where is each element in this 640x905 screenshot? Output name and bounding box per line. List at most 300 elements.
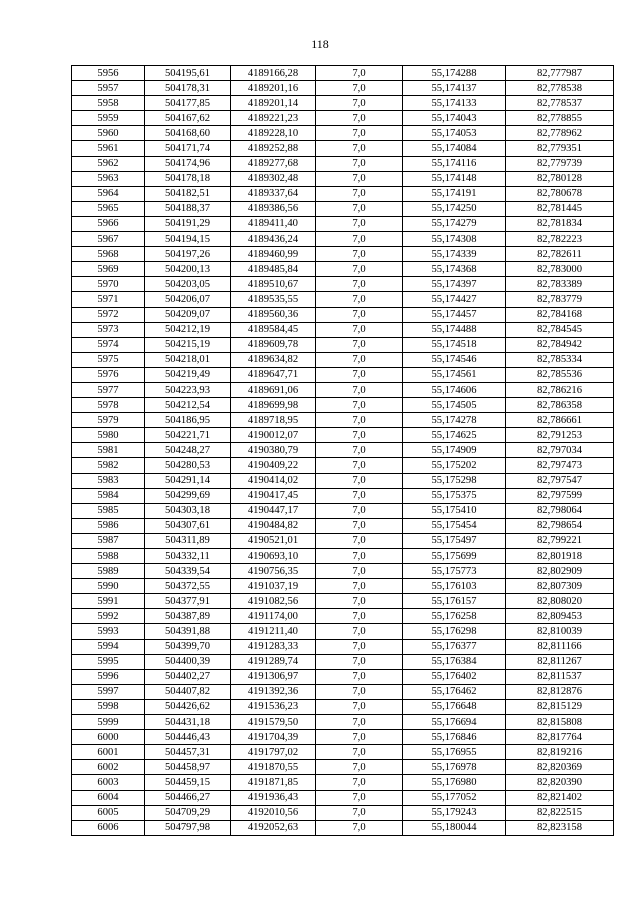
latitude-cell: 55,175773 — [403, 564, 506, 579]
longitude-cell: 82,782611 — [506, 247, 614, 262]
latitude-cell: 55,174339 — [403, 247, 506, 262]
value-cell: 7,0 — [316, 518, 403, 533]
table-row — [72, 564, 614, 579]
table-row — [72, 337, 614, 352]
longitude-cell: 82,783389 — [506, 277, 614, 292]
table-row — [72, 639, 614, 654]
y-coordinate-cell: 4189560,36 — [231, 307, 316, 322]
value-cell: 7,0 — [316, 624, 403, 639]
table-row — [72, 307, 614, 322]
latitude-cell: 55,175298 — [403, 473, 506, 488]
point-number-cell: 5983 — [72, 473, 145, 488]
point-number-cell: 5987 — [72, 533, 145, 548]
x-coordinate-cell: 504212,54 — [145, 398, 231, 413]
point-number-cell: 5998 — [72, 699, 145, 714]
y-coordinate-cell: 4189201,14 — [231, 96, 316, 111]
latitude-cell: 55,175454 — [403, 518, 506, 533]
x-coordinate-cell: 504402,27 — [145, 669, 231, 684]
value-cell: 7,0 — [316, 730, 403, 745]
point-number-cell: 5977 — [72, 382, 145, 397]
latitude-cell: 55,174546 — [403, 352, 506, 367]
y-coordinate-cell: 4189277,68 — [231, 156, 316, 171]
longitude-cell: 82,780128 — [506, 171, 614, 186]
point-number-cell: 5967 — [72, 232, 145, 247]
table-row — [72, 413, 614, 428]
longitude-cell: 82,797547 — [506, 473, 614, 488]
longitude-cell: 82,808020 — [506, 594, 614, 609]
point-number-cell: 5963 — [72, 171, 145, 186]
point-number-cell: 6002 — [72, 760, 145, 775]
longitude-cell: 82,783779 — [506, 292, 614, 307]
x-coordinate-cell: 504171,74 — [145, 141, 231, 156]
point-number-cell: 5964 — [72, 186, 145, 201]
longitude-cell: 82,819216 — [506, 745, 614, 760]
x-coordinate-cell: 504391,88 — [145, 624, 231, 639]
point-number-cell: 5959 — [72, 111, 145, 126]
value-cell: 7,0 — [316, 533, 403, 548]
point-number-cell: 5984 — [72, 488, 145, 503]
point-number-cell: 5990 — [72, 579, 145, 594]
table-row — [72, 277, 614, 292]
x-coordinate-cell: 504400,39 — [145, 654, 231, 669]
longitude-cell: 82,820369 — [506, 760, 614, 775]
longitude-cell: 82,777987 — [506, 66, 614, 81]
x-coordinate-cell: 504200,13 — [145, 262, 231, 277]
y-coordinate-cell: 4189718,95 — [231, 413, 316, 428]
value-cell: 7,0 — [316, 126, 403, 141]
y-coordinate-cell: 4191211,40 — [231, 624, 316, 639]
value-cell: 7,0 — [316, 382, 403, 397]
longitude-cell: 82,821402 — [506, 790, 614, 805]
table-row — [72, 81, 614, 96]
x-coordinate-cell: 504332,11 — [145, 549, 231, 564]
value-cell: 7,0 — [316, 277, 403, 292]
point-number-cell: 5996 — [72, 669, 145, 684]
value-cell: 7,0 — [316, 352, 403, 367]
y-coordinate-cell: 4189647,71 — [231, 367, 316, 382]
point-number-cell: 5981 — [72, 443, 145, 458]
table-row — [72, 156, 614, 171]
y-coordinate-cell: 4191871,85 — [231, 775, 316, 790]
point-number-cell: 5982 — [72, 458, 145, 473]
value-cell: 7,0 — [316, 141, 403, 156]
x-coordinate-cell: 504197,26 — [145, 247, 231, 262]
latitude-cell: 55,176462 — [403, 684, 506, 699]
longitude-cell: 82,797599 — [506, 488, 614, 503]
x-coordinate-cell: 504339,54 — [145, 564, 231, 579]
y-coordinate-cell: 4189166,28 — [231, 66, 316, 81]
table-row — [72, 654, 614, 669]
x-coordinate-cell: 504466,27 — [145, 790, 231, 805]
y-coordinate-cell: 4189485,84 — [231, 262, 316, 277]
table-row — [72, 805, 614, 820]
table-row — [72, 216, 614, 231]
y-coordinate-cell: 4189337,64 — [231, 186, 316, 201]
latitude-cell: 55,174625 — [403, 428, 506, 443]
y-coordinate-cell: 4189535,55 — [231, 292, 316, 307]
y-coordinate-cell: 4189691,06 — [231, 382, 316, 397]
table-row — [72, 292, 614, 307]
y-coordinate-cell: 4189252,88 — [231, 141, 316, 156]
x-coordinate-cell: 504221,71 — [145, 428, 231, 443]
longitude-cell: 82,791253 — [506, 428, 614, 443]
latitude-cell: 55,176694 — [403, 715, 506, 730]
value-cell: 7,0 — [316, 820, 403, 835]
value-cell: 7,0 — [316, 337, 403, 352]
point-number-cell: 6004 — [72, 790, 145, 805]
longitude-cell: 82,781445 — [506, 201, 614, 216]
table-row — [72, 458, 614, 473]
table-row — [72, 247, 614, 262]
value-cell: 7,0 — [316, 684, 403, 699]
x-coordinate-cell: 504209,07 — [145, 307, 231, 322]
latitude-cell: 55,176377 — [403, 639, 506, 654]
y-coordinate-cell: 4191704,39 — [231, 730, 316, 745]
longitude-cell: 82,785536 — [506, 367, 614, 382]
value-cell: 7,0 — [316, 745, 403, 760]
latitude-cell: 55,174909 — [403, 443, 506, 458]
y-coordinate-cell: 4189411,40 — [231, 216, 316, 231]
point-number-cell: 6001 — [72, 745, 145, 760]
y-coordinate-cell: 4192010,56 — [231, 805, 316, 820]
point-number-cell: 6006 — [72, 820, 145, 835]
x-coordinate-cell: 504215,19 — [145, 337, 231, 352]
x-coordinate-cell: 504218,01 — [145, 352, 231, 367]
point-number-cell: 5978 — [72, 398, 145, 413]
value-cell: 7,0 — [316, 760, 403, 775]
point-number-cell: 6000 — [72, 730, 145, 745]
table-row — [72, 684, 614, 699]
value-cell: 7,0 — [316, 775, 403, 790]
x-coordinate-cell: 504387,89 — [145, 609, 231, 624]
value-cell: 7,0 — [316, 307, 403, 322]
longitude-cell: 82,798064 — [506, 503, 614, 518]
y-coordinate-cell: 4191536,23 — [231, 699, 316, 714]
table-row — [72, 367, 614, 382]
x-coordinate-cell: 504426,62 — [145, 699, 231, 714]
x-coordinate-cell: 504303,18 — [145, 503, 231, 518]
value-cell: 7,0 — [316, 156, 403, 171]
latitude-cell: 55,174133 — [403, 96, 506, 111]
value-cell: 7,0 — [316, 81, 403, 96]
value-cell: 7,0 — [316, 715, 403, 730]
longitude-cell: 82,779739 — [506, 156, 614, 171]
point-number-cell: 5999 — [72, 715, 145, 730]
point-number-cell: 5994 — [72, 639, 145, 654]
longitude-cell: 82,785334 — [506, 352, 614, 367]
value-cell: 7,0 — [316, 790, 403, 805]
point-number-cell: 5997 — [72, 684, 145, 699]
longitude-cell: 82,786661 — [506, 413, 614, 428]
y-coordinate-cell: 4189201,16 — [231, 81, 316, 96]
point-number-cell: 5988 — [72, 549, 145, 564]
longitude-cell: 82,784168 — [506, 307, 614, 322]
x-coordinate-cell: 504372,55 — [145, 579, 231, 594]
point-number-cell: 5992 — [72, 609, 145, 624]
longitude-cell: 82,799221 — [506, 533, 614, 548]
value-cell: 7,0 — [316, 699, 403, 714]
point-number-cell: 5960 — [72, 126, 145, 141]
y-coordinate-cell: 4190447,17 — [231, 503, 316, 518]
x-coordinate-cell: 504174,96 — [145, 156, 231, 171]
value-cell: 7,0 — [316, 171, 403, 186]
latitude-cell: 55,174427 — [403, 292, 506, 307]
y-coordinate-cell: 4191306,97 — [231, 669, 316, 684]
point-number-cell: 5986 — [72, 518, 145, 533]
latitude-cell: 55,175202 — [403, 458, 506, 473]
latitude-cell: 55,179243 — [403, 805, 506, 820]
value-cell: 7,0 — [316, 488, 403, 503]
latitude-cell: 55,174137 — [403, 81, 506, 96]
value-cell: 7,0 — [316, 262, 403, 277]
table-row — [72, 730, 614, 745]
longitude-cell: 82,823158 — [506, 820, 614, 835]
table-row — [72, 669, 614, 684]
value-cell: 7,0 — [316, 443, 403, 458]
table-row — [72, 96, 614, 111]
x-coordinate-cell: 504311,89 — [145, 533, 231, 548]
latitude-cell: 55,177052 — [403, 790, 506, 805]
latitude-cell: 55,176298 — [403, 624, 506, 639]
value-cell: 7,0 — [316, 639, 403, 654]
longitude-cell: 82,811267 — [506, 654, 614, 669]
x-coordinate-cell: 504407,82 — [145, 684, 231, 699]
x-coordinate-cell: 504177,85 — [145, 96, 231, 111]
table-row — [72, 503, 614, 518]
x-coordinate-cell: 504186,95 — [145, 413, 231, 428]
y-coordinate-cell: 4189699,98 — [231, 398, 316, 413]
latitude-cell: 55,174606 — [403, 382, 506, 397]
table-row — [72, 579, 614, 594]
y-coordinate-cell: 4190409,22 — [231, 458, 316, 473]
latitude-cell: 55,174084 — [403, 141, 506, 156]
point-number-cell: 5957 — [72, 81, 145, 96]
x-coordinate-cell: 504377,91 — [145, 594, 231, 609]
point-number-cell: 5971 — [72, 292, 145, 307]
coordinates-table — [71, 65, 614, 836]
longitude-cell: 82,822515 — [506, 805, 614, 820]
x-coordinate-cell: 504458,97 — [145, 760, 231, 775]
value-cell: 7,0 — [316, 669, 403, 684]
longitude-cell: 82,811166 — [506, 639, 614, 654]
latitude-cell: 55,175410 — [403, 503, 506, 518]
x-coordinate-cell: 504219,49 — [145, 367, 231, 382]
y-coordinate-cell: 4189510,67 — [231, 277, 316, 292]
latitude-cell: 55,174053 — [403, 126, 506, 141]
latitude-cell: 55,174308 — [403, 232, 506, 247]
y-coordinate-cell: 4191870,55 — [231, 760, 316, 775]
longitude-cell: 82,801918 — [506, 549, 614, 564]
longitude-cell: 82,820390 — [506, 775, 614, 790]
point-number-cell: 6005 — [72, 805, 145, 820]
table-row — [72, 715, 614, 730]
latitude-cell: 55,176103 — [403, 579, 506, 594]
longitude-cell: 82,815808 — [506, 715, 614, 730]
value-cell: 7,0 — [316, 428, 403, 443]
longitude-cell: 82,809453 — [506, 609, 614, 624]
longitude-cell: 82,780678 — [506, 186, 614, 201]
latitude-cell: 55,180044 — [403, 820, 506, 835]
latitude-cell: 55,174288 — [403, 66, 506, 81]
longitude-cell: 82,782223 — [506, 232, 614, 247]
table-row — [72, 66, 614, 81]
table-row — [72, 322, 614, 337]
latitude-cell: 55,174148 — [403, 171, 506, 186]
x-coordinate-cell: 504178,31 — [145, 81, 231, 96]
y-coordinate-cell: 4191579,50 — [231, 715, 316, 730]
value-cell: 7,0 — [316, 216, 403, 231]
y-coordinate-cell: 4190693,10 — [231, 549, 316, 564]
y-coordinate-cell: 4190756,35 — [231, 564, 316, 579]
table-row — [72, 745, 614, 760]
latitude-cell: 55,174278 — [403, 413, 506, 428]
value-cell: 7,0 — [316, 398, 403, 413]
x-coordinate-cell: 504709,29 — [145, 805, 231, 820]
latitude-cell: 55,176402 — [403, 669, 506, 684]
x-coordinate-cell: 504248,27 — [145, 443, 231, 458]
y-coordinate-cell: 4190414,02 — [231, 473, 316, 488]
longitude-cell: 82,784942 — [506, 337, 614, 352]
table-row — [72, 624, 614, 639]
value-cell: 7,0 — [316, 549, 403, 564]
table-row — [72, 760, 614, 775]
longitude-cell: 82,815129 — [506, 699, 614, 714]
point-number-cell: 5991 — [72, 594, 145, 609]
latitude-cell: 55,174116 — [403, 156, 506, 171]
y-coordinate-cell: 4189228,10 — [231, 126, 316, 141]
value-cell: 7,0 — [316, 96, 403, 111]
y-coordinate-cell: 4190380,79 — [231, 443, 316, 458]
latitude-cell: 55,174368 — [403, 262, 506, 277]
table-row — [72, 186, 614, 201]
value-cell: 7,0 — [316, 367, 403, 382]
y-coordinate-cell: 4189460,99 — [231, 247, 316, 262]
value-cell: 7,0 — [316, 579, 403, 594]
latitude-cell: 55,174250 — [403, 201, 506, 216]
point-number-cell: 5995 — [72, 654, 145, 669]
latitude-cell: 55,176648 — [403, 699, 506, 714]
longitude-cell: 82,779351 — [506, 141, 614, 156]
x-coordinate-cell: 504459,15 — [145, 775, 231, 790]
value-cell: 7,0 — [316, 186, 403, 201]
table-row — [72, 790, 614, 805]
y-coordinate-cell: 4191289,74 — [231, 654, 316, 669]
point-number-cell: 5969 — [72, 262, 145, 277]
longitude-cell: 82,778962 — [506, 126, 614, 141]
point-number-cell: 5961 — [72, 141, 145, 156]
longitude-cell: 82,786358 — [506, 398, 614, 413]
table-row — [72, 533, 614, 548]
latitude-cell: 55,174505 — [403, 398, 506, 413]
table-row — [72, 171, 614, 186]
longitude-cell: 82,807309 — [506, 579, 614, 594]
x-coordinate-cell: 504188,37 — [145, 201, 231, 216]
value-cell: 7,0 — [316, 458, 403, 473]
latitude-cell: 55,176980 — [403, 775, 506, 790]
latitude-cell: 55,174518 — [403, 337, 506, 352]
latitude-cell: 55,174488 — [403, 322, 506, 337]
value-cell: 7,0 — [316, 292, 403, 307]
y-coordinate-cell: 4191082,56 — [231, 594, 316, 609]
latitude-cell: 55,176258 — [403, 609, 506, 624]
y-coordinate-cell: 4191392,36 — [231, 684, 316, 699]
table-row — [72, 398, 614, 413]
point-number-cell: 6003 — [72, 775, 145, 790]
y-coordinate-cell: 4189634,82 — [231, 352, 316, 367]
x-coordinate-cell: 504223,93 — [145, 382, 231, 397]
point-number-cell: 5993 — [72, 624, 145, 639]
longitude-cell: 82,784545 — [506, 322, 614, 337]
table-row — [72, 609, 614, 624]
latitude-cell: 55,174043 — [403, 111, 506, 126]
value-cell: 7,0 — [316, 247, 403, 262]
longitude-cell: 82,797473 — [506, 458, 614, 473]
x-coordinate-cell: 504291,14 — [145, 473, 231, 488]
y-coordinate-cell: 4190484,82 — [231, 518, 316, 533]
x-coordinate-cell: 504212,19 — [145, 322, 231, 337]
y-coordinate-cell: 4189221,23 — [231, 111, 316, 126]
longitude-cell: 82,810039 — [506, 624, 614, 639]
latitude-cell: 55,174561 — [403, 367, 506, 382]
latitude-cell: 55,176955 — [403, 745, 506, 760]
y-coordinate-cell: 4191797,02 — [231, 745, 316, 760]
x-coordinate-cell: 504206,07 — [145, 292, 231, 307]
x-coordinate-cell: 504195,61 — [145, 66, 231, 81]
point-number-cell: 5976 — [72, 367, 145, 382]
point-number-cell: 5980 — [72, 428, 145, 443]
table-row — [72, 488, 614, 503]
latitude-cell: 55,176157 — [403, 594, 506, 609]
point-number-cell: 5985 — [72, 503, 145, 518]
x-coordinate-cell: 504431,18 — [145, 715, 231, 730]
y-coordinate-cell: 4191174,00 — [231, 609, 316, 624]
point-number-cell: 5972 — [72, 307, 145, 322]
table-row — [72, 699, 614, 714]
y-coordinate-cell: 4189436,24 — [231, 232, 316, 247]
table-row — [72, 428, 614, 443]
latitude-cell: 55,174279 — [403, 216, 506, 231]
value-cell: 7,0 — [316, 473, 403, 488]
longitude-cell: 82,817764 — [506, 730, 614, 745]
point-number-cell: 5965 — [72, 201, 145, 216]
table-row — [72, 262, 614, 277]
value-cell: 7,0 — [316, 413, 403, 428]
y-coordinate-cell: 4190417,45 — [231, 488, 316, 503]
longitude-cell: 82,802909 — [506, 564, 614, 579]
x-coordinate-cell: 504191,29 — [145, 216, 231, 231]
latitude-cell: 55,175497 — [403, 533, 506, 548]
y-coordinate-cell: 4189584,45 — [231, 322, 316, 337]
value-cell: 7,0 — [316, 654, 403, 669]
longitude-cell: 82,786216 — [506, 382, 614, 397]
table-row — [72, 352, 614, 367]
x-coordinate-cell: 504194,15 — [145, 232, 231, 247]
value-cell: 7,0 — [316, 201, 403, 216]
point-number-cell: 5975 — [72, 352, 145, 367]
table-row — [72, 594, 614, 609]
y-coordinate-cell: 4191936,43 — [231, 790, 316, 805]
value-cell: 7,0 — [316, 609, 403, 624]
x-coordinate-cell: 504399,70 — [145, 639, 231, 654]
x-coordinate-cell: 504280,53 — [145, 458, 231, 473]
longitude-cell: 82,797034 — [506, 443, 614, 458]
y-coordinate-cell: 4191037,19 — [231, 579, 316, 594]
x-coordinate-cell: 504182,51 — [145, 186, 231, 201]
point-number-cell: 5970 — [72, 277, 145, 292]
point-number-cell: 5958 — [72, 96, 145, 111]
y-coordinate-cell: 4189609,78 — [231, 337, 316, 352]
table-row — [72, 126, 614, 141]
